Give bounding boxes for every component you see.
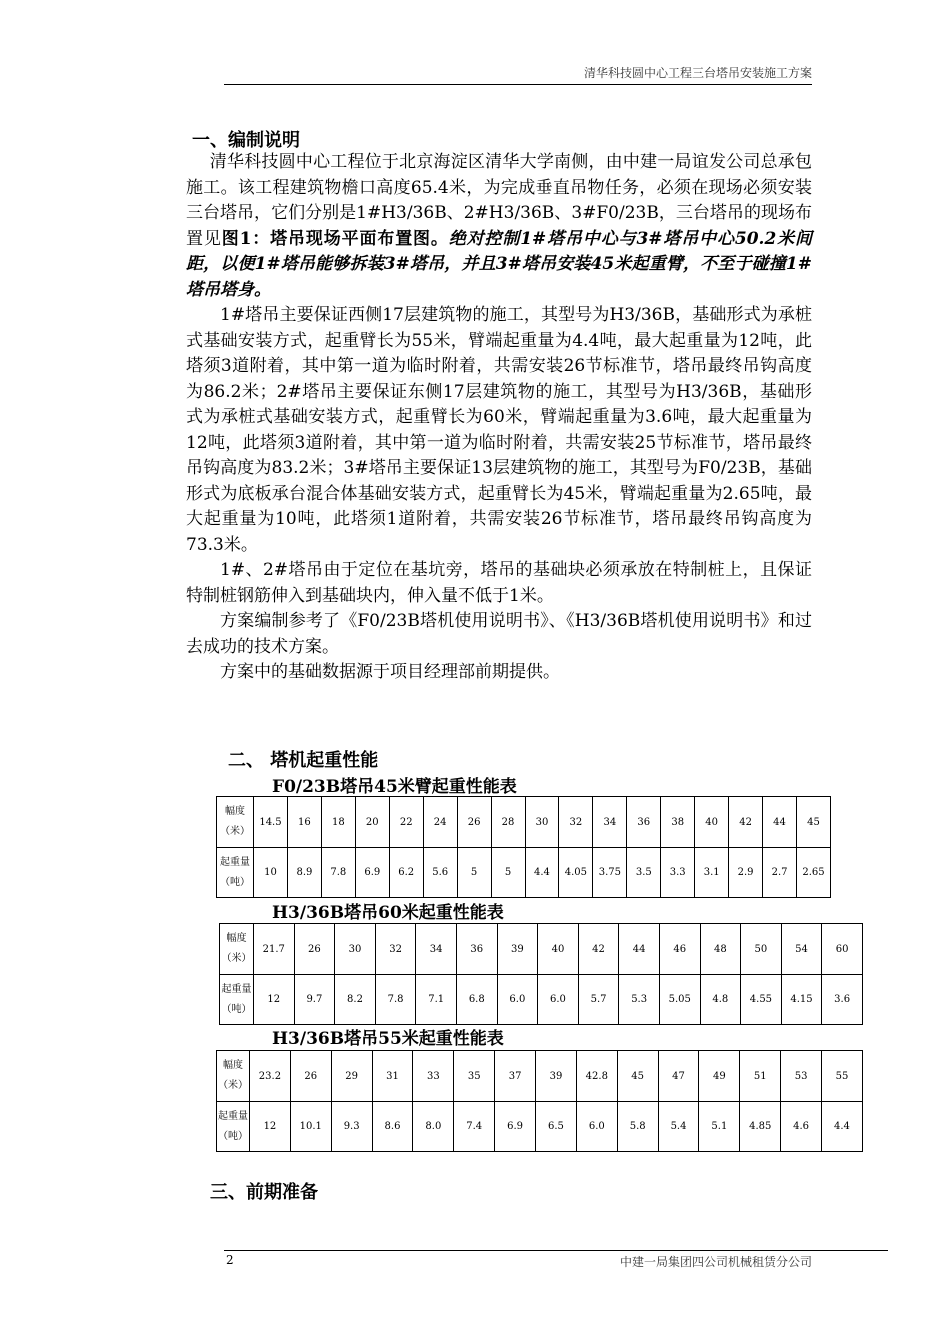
radius-cell: 24 <box>423 797 457 848</box>
radius-cell: 32 <box>559 797 593 848</box>
load-cell: 2.9 <box>729 848 763 898</box>
radius-cell: 22 <box>389 797 423 848</box>
section3-heading: 三、前期准备 <box>210 1182 318 1203</box>
load-cell: 4.85 <box>740 1102 781 1152</box>
load-cell: 5 <box>457 848 491 898</box>
load-cell: 8.0 <box>413 1102 454 1152</box>
load-cell: 4.05 <box>559 848 593 898</box>
radius-cell: 34 <box>593 797 627 848</box>
radius-cell: 49 <box>699 1051 740 1102</box>
crane-spec-paragraph: 1#塔吊主要保证西侧17层建筑物的施工，其型号为H3/36B，基础形式为承桩式基础安装方式，起重臂长为55米，臂端起重量为4.4吨，最大起重量为12吨，此塔须3道附着，其中第一道为临时附着，共需安装26节标准节，塔吊最终吊钩高度为86.2米；2#塔吊主要保证东侧17层建筑物的施工，其型号为H3/36B，基础形式为承桩式基础安装方式，起重臂长为60米，臂端起重量为3.6吨，最大起重量为12吨，此塔须3道附着，其中第一道为临时附着，共需安装25节标准节，塔吊最终吊钩高度为83.2米；3#塔吊主要保证13层建筑物的施工，其型号为F0/23B，基础形式为底板承台混合体基础安装方式，起重臂长为45米，臂端起重量为2.65吨，最大起重量为10吨，此塔须1道附着，共需安装26节标准节，塔吊最终吊钩高度为73.3米。 <box>186 305 812 555</box>
load-cell: 6.2 <box>389 848 423 898</box>
footer-rule <box>224 1250 888 1251</box>
footer-company: 中建一局集团四公司机械租赁分公司 <box>619 1255 812 1269</box>
load-cell: 5.1 <box>699 1102 740 1152</box>
table3-title: H3/36B塔吊55米起重性能表 <box>272 1029 504 1049</box>
radius-cell: 60 <box>822 924 863 975</box>
load-table-h336b-60m <box>219 923 863 1025</box>
radius-cell: 47 <box>658 1051 699 1102</box>
load-cell: 3.75 <box>593 848 627 898</box>
radius-row <box>217 797 831 848</box>
radius-cell: 20 <box>355 797 389 848</box>
radius-cell: 21.7 <box>254 924 295 975</box>
section2-heading: 二、 塔机起重性能 <box>228 750 379 771</box>
load-cell: 8.9 <box>287 848 321 898</box>
load-cell: 7.4 <box>454 1102 495 1152</box>
load-cell: 6.8 <box>456 975 497 1025</box>
radius-cell: 16 <box>287 797 321 848</box>
radius-cell: 39 <box>536 1051 577 1102</box>
radius-cell: 26 <box>290 1051 331 1102</box>
load-cell: 2.65 <box>797 848 831 898</box>
radius-cell: 26 <box>294 924 335 975</box>
radius-row <box>217 1051 863 1102</box>
radius-cell: 37 <box>495 1051 536 1102</box>
radius-cell: 34 <box>416 924 457 975</box>
radius-label: 幅度（米） <box>217 1051 250 1102</box>
load-cell: 10.1 <box>290 1102 331 1152</box>
radius-cell: 42.8 <box>576 1051 617 1102</box>
radius-cell: 23.2 <box>250 1051 291 1102</box>
load-cell: 4.4 <box>525 848 559 898</box>
radius-cell: 35 <box>454 1051 495 1102</box>
radius-cell: 30 <box>335 924 376 975</box>
load-cell: 4.15 <box>781 975 822 1025</box>
radius-cell: 42 <box>729 797 763 848</box>
radius-cell: 39 <box>497 924 538 975</box>
radius-cell: 44 <box>763 797 797 848</box>
load-cell: 5.7 <box>578 975 619 1025</box>
radius-cell: 48 <box>700 924 741 975</box>
radius-row <box>220 924 863 975</box>
radius-label: 幅度（米） <box>217 797 254 848</box>
emphasis-note: 绝对控制1#塔吊中心与3#塔吊中心50.2米间距，以便1#塔吊能够拆装3#塔吊，并且3#塔吊安装45米起重臂，不至于碰撞1#塔吊塔身。 <box>186 228 812 300</box>
radius-cell: 53 <box>781 1051 822 1102</box>
radius-cell: 30 <box>525 797 559 848</box>
load-cell: 3.6 <box>822 975 863 1025</box>
radius-cell: 36 <box>456 924 497 975</box>
load-cell: 7.1 <box>416 975 457 1025</box>
load-cell: 3.1 <box>695 848 729 898</box>
load-cell: 7.8 <box>321 848 355 898</box>
load-cell: 6.0 <box>538 975 579 1025</box>
radius-cell: 29 <box>331 1051 372 1102</box>
intro-paragraph <box>186 150 812 303</box>
load-cell: 10 <box>254 848 288 898</box>
load-cell: 8.2 <box>335 975 376 1025</box>
radius-cell: 46 <box>659 924 700 975</box>
load-table-h336b-55m <box>216 1050 863 1152</box>
radius-cell: 45 <box>617 1051 658 1102</box>
page-header-title: 清华科技圆中心工程三台塔吊安装施工方案 <box>583 66 812 80</box>
load-cell: 6.0 <box>576 1102 617 1152</box>
load-row <box>220 975 863 1025</box>
load-cell: 6.9 <box>355 848 389 898</box>
radius-cell: 33 <box>413 1051 454 1102</box>
radius-cell: 55 <box>822 1051 863 1102</box>
load-cell: 3.3 <box>661 848 695 898</box>
load-cell: 4.6 <box>781 1102 822 1152</box>
load-cell: 6.5 <box>536 1102 577 1152</box>
load-cell: 4.55 <box>741 975 782 1025</box>
load-cell: 5.4 <box>658 1102 699 1152</box>
table2-title: H3/36B塔吊60米起重性能表 <box>272 903 504 923</box>
page-number: 2 <box>226 1253 234 1267</box>
foundation-paragraph: 1#、2#塔吊由于定位在基坑旁，塔吊的基础块必须承放在特制桩上，且保证特制桩钢筋伸入到基础块内，伸入量不低于1米。 <box>186 560 812 606</box>
load-label: 起重量（吨） <box>217 848 254 898</box>
load-cell: 5 <box>491 848 525 898</box>
reference-paragraph: 方案编制参考了《F0/23B塔机使用说明书》、《H3/36B塔机使用说明书》和过去成功的技术方案。 <box>186 611 812 657</box>
load-cell: 6.0 <box>497 975 538 1025</box>
radius-cell: 40 <box>538 924 579 975</box>
figure-reference: 图1：塔吊现场平面布置图。 <box>221 228 449 249</box>
load-row <box>217 1102 863 1152</box>
load-cell: 5.05 <box>659 975 700 1025</box>
radius-cell: 51 <box>740 1051 781 1102</box>
radius-cell: 18 <box>321 797 355 848</box>
radius-cell: 36 <box>627 797 661 848</box>
radius-cell: 31 <box>372 1051 413 1102</box>
load-cell: 8.6 <box>372 1102 413 1152</box>
load-table-f023b-45m <box>216 796 831 898</box>
radius-cell: 54 <box>781 924 822 975</box>
load-cell: 7.8 <box>375 975 416 1025</box>
section1-body <box>186 150 812 686</box>
load-row <box>217 848 831 898</box>
radius-cell: 32 <box>375 924 416 975</box>
header-rule <box>224 84 812 85</box>
load-cell: 12 <box>250 1102 291 1152</box>
radius-cell: 38 <box>661 797 695 848</box>
data-source-paragraph: 方案中的基础数据源于项目经理部前期提供。 <box>220 662 560 682</box>
radius-cell: 14.5 <box>254 797 288 848</box>
load-cell: 12 <box>254 975 295 1025</box>
section1-heading: 一、编制说明 <box>192 130 300 151</box>
radius-label: 幅度（米） <box>220 924 254 975</box>
radius-cell: 42 <box>578 924 619 975</box>
intro-text: 清华科技圆中心工程位于北京海淀区清华大学南侧，由中建一局谊发公司总承包施工。该工程建筑物檐口高度65.4米，为完成垂直吊物任务，必须在现场必须安装三台塔吊，它们分别是1#H3/36B、2#H3/36B、3#F0/23B，三台塔吊的现场布置见 <box>186 152 812 249</box>
load-cell: 6.9 <box>495 1102 536 1152</box>
load-label: 起重量（吨） <box>220 975 254 1025</box>
radius-cell: 28 <box>491 797 525 848</box>
load-cell: 5.3 <box>619 975 660 1025</box>
radius-cell: 26 <box>457 797 491 848</box>
load-label: 起重量（吨） <box>217 1102 250 1152</box>
radius-cell: 45 <box>797 797 831 848</box>
load-cell: 2.7 <box>763 848 797 898</box>
load-cell: 9.7 <box>294 975 335 1025</box>
load-cell: 9.3 <box>331 1102 372 1152</box>
load-cell: 4.4 <box>822 1102 863 1152</box>
load-cell: 5.6 <box>423 848 457 898</box>
radius-cell: 50 <box>741 924 782 975</box>
radius-cell: 44 <box>619 924 660 975</box>
table1-title: F0/23B塔吊45米臂起重性能表 <box>272 777 517 797</box>
load-cell: 5.8 <box>617 1102 658 1152</box>
load-cell: 4.8 <box>700 975 741 1025</box>
load-cell: 3.5 <box>627 848 661 898</box>
radius-cell: 40 <box>695 797 729 848</box>
